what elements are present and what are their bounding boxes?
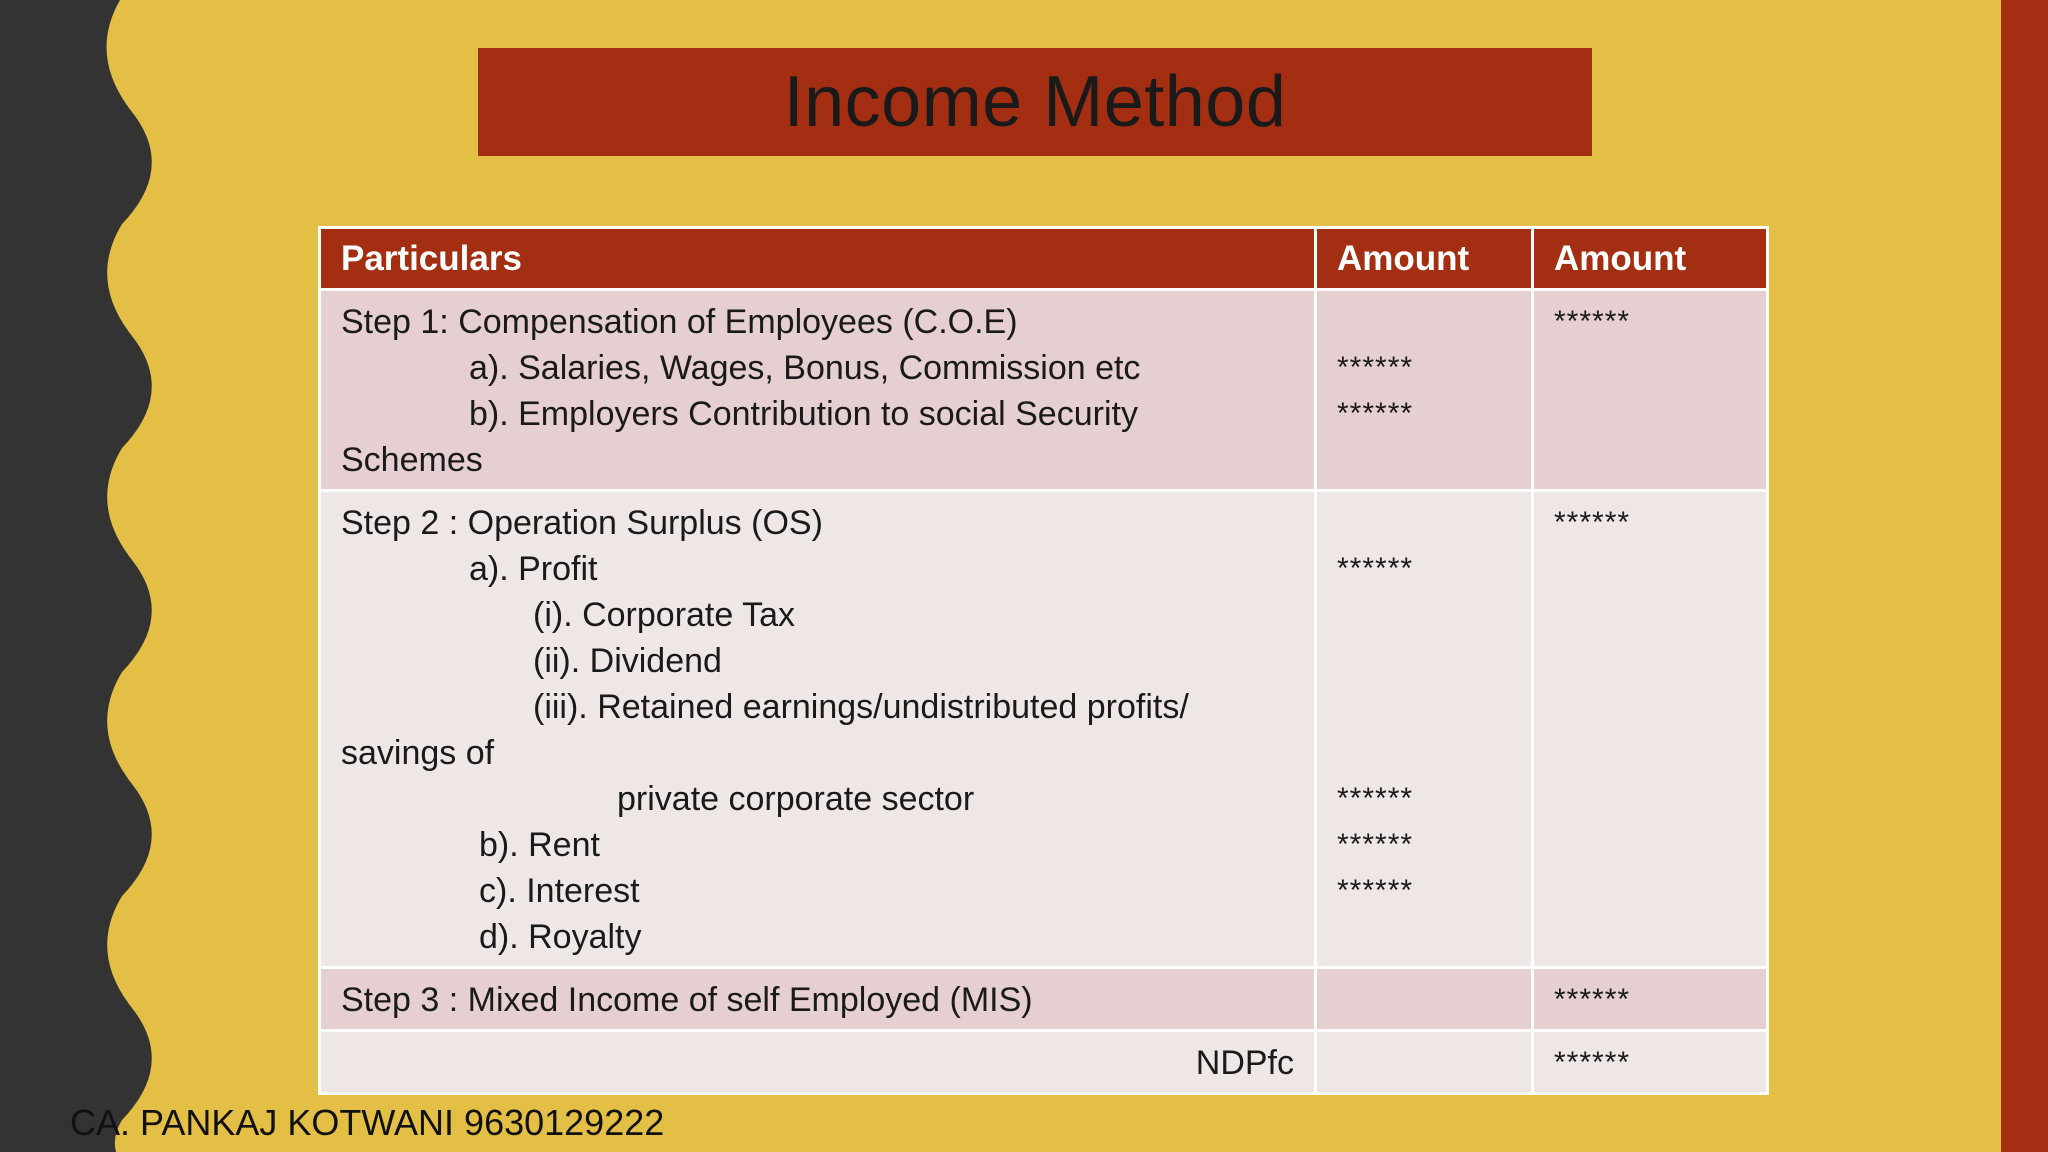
decorative-wave-band (0, 0, 160, 1152)
step1-amt-b: ****** (1337, 397, 1414, 430)
step2-title: Step 2 : Operation Surplus (OS) (341, 504, 823, 542)
table-row-ndpfc (320, 1031, 1768, 1094)
step3-amount-1 (1316, 968, 1533, 1031)
step1-amount-1 (1316, 290, 1533, 491)
step1-item-b: b). Employers Contribution to social Security (469, 395, 1138, 433)
step2-item-d: d). Royalty (479, 918, 642, 956)
step3-title: Step 3 : Mixed Income of self Employed (MIS) (341, 981, 1033, 1019)
title-banner (478, 48, 1592, 156)
step2-sub-iii: (iii). Retained earnings/undistributed profits/ (533, 688, 1189, 726)
step2-amt-b: ****** (1337, 782, 1414, 815)
ndpfc-label: NDPfc (1195, 1044, 1294, 1082)
step3-amount-2 (1533, 968, 1768, 1031)
header-amount-1: Amount (1316, 228, 1533, 290)
step2-item-c: c). Interest (479, 872, 640, 910)
step1-total: ****** (1554, 305, 1631, 338)
step2-total: ****** (1554, 506, 1631, 539)
step2-amt-a: ****** (1337, 552, 1414, 585)
right-accent-band (2001, 0, 2048, 1152)
table-row-step1 (320, 290, 1768, 491)
ndpfc-amount-1 (1316, 1031, 1533, 1094)
ndpfc-amount-2 (1533, 1031, 1768, 1094)
step2-item-b: b). Rent (479, 826, 600, 864)
step2-sub-iii-cont2: private corporate sector (617, 780, 975, 818)
step3-total: ****** (1554, 983, 1631, 1016)
table-header-row (320, 228, 1768, 290)
step2-amount-2 (1533, 491, 1768, 968)
footer-credit: CA. PANKAJ KOTWANI 9630129222 (70, 1102, 665, 1143)
step1-item-b-cont: Schemes (341, 441, 483, 479)
step1-amount-2 (1533, 290, 1768, 491)
ndpfc-total: ****** (1554, 1046, 1631, 1079)
step3-particulars (320, 968, 1316, 1031)
step2-sub-i: (i). Corporate Tax (533, 596, 796, 634)
step2-amount-1 (1316, 491, 1533, 968)
table-row-step2 (320, 491, 1768, 968)
step2-item-a: a). Profit (469, 550, 598, 588)
table-row-step3 (320, 968, 1768, 1031)
header-amount-2: Amount (1533, 228, 1768, 290)
step1-amt-a: ****** (1337, 351, 1414, 384)
step1-title: Step 1: Compensation of Employees (C.O.E) (341, 303, 1018, 341)
step2-sub-iii-cont: savings of (341, 734, 495, 772)
step2-amt-d: ****** (1337, 874, 1414, 907)
step2-sub-ii: (ii). Dividend (533, 642, 722, 680)
income-method-table (318, 226, 1769, 1095)
ndpfc-particulars (320, 1031, 1316, 1094)
slide-title: Income Method (783, 62, 1287, 142)
header-particulars: Particulars (320, 228, 1316, 290)
step1-item-a: a). Salaries, Wages, Bonus, Commission etc (469, 349, 1141, 387)
step2-amt-c: ****** (1337, 828, 1414, 861)
step2-particulars (320, 491, 1316, 968)
step1-particulars (320, 290, 1316, 491)
